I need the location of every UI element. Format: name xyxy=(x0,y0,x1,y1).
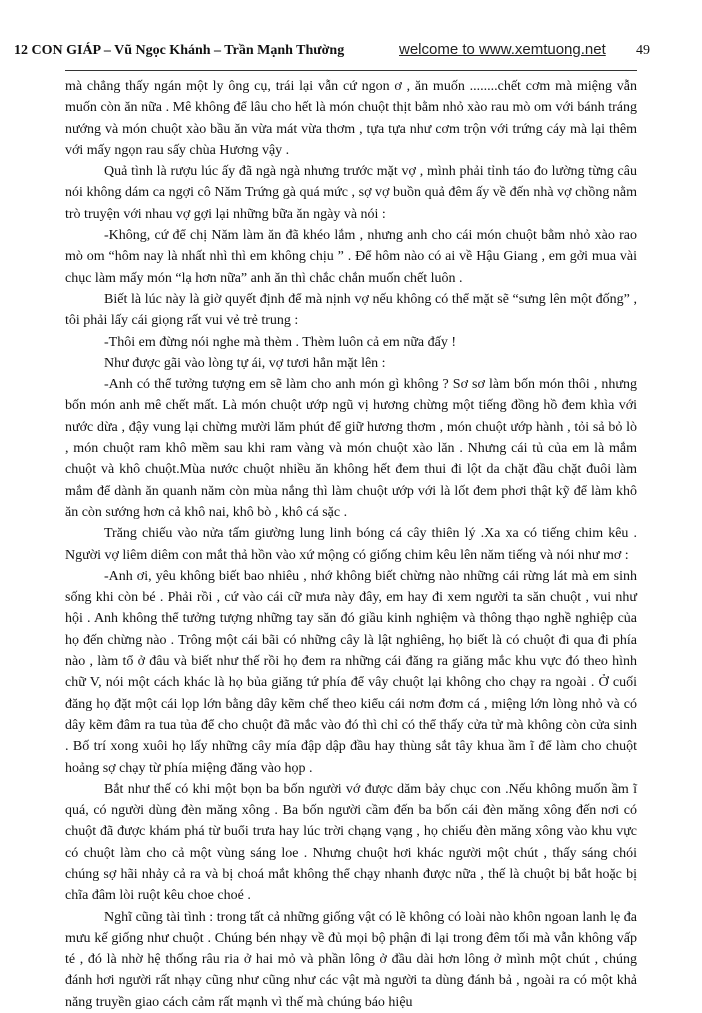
paragraph: -Anh có thể tưởng tượng em sẽ làm cho anh món gì không ? Sơ sơ làm bốn món thôi , nhưng bốn món anh mê chết mất. Là món chuột ướp ngũ vị hương chừng một tiếng đồng hồ đem khìa với nước dừa , đậy vung lại chừng mười lăm phút để giữ hương thơm , món chuột ướp hành , tỏi sả bỏ lò , món chuột ram khô mềm sau khi ram vàng và món chuột xào lăn . Nhưng cái tủ của em là mắm chuột và khô chuột.Mùa nước chuột nhiều ăn không hết đem thui đi lột da chặt đầu chặt đuôi làm mắm để dành ăn quanh năm còn mùa nắng thì làm chuột ướp với là lốt đem phơi thật kỹ để làm khô ăn còn sướng hơn cả khô nai, khô bò , khô cá sặc . xyxy=(65,377,637,520)
paragraph: Bắt như thế có khi một bọn ba bốn người vớ được dăm bảy chục con .Nếu không muốn ầm ĩ quá, có người dùng đèn măng xông . Ba bốn người cầm đến ba bốn cái đèn măng xông đến nơi có chuột đã được khám phá từ buổi trưa hay lúc trời chạng vạng , họ chiếu đèn măng xông vào khu vực có chuột làm cho cả một vùng sáng loe . Nhưng chuột hơi khác người một chút , thấy sáng chói chúng sợ hãi nhảy cả ra và bị choá mắt không thể chạy nhanh được nữa , thế là chuột bị bắt hoặc bị chĩa đâm lòi ruột kêu choe choé . xyxy=(65,781,637,904)
header-divider xyxy=(65,70,637,71)
paragraph: Quả tình là rượu lúc ấy đã ngà ngà nhưng trước mặt vợ , mình phải tỉnh táo đo lường từng câu nói không dám ca ngợi cô Năm Trứng gà quá mức , sợ vợ buồn quả đêm ấy về đến nhà vợ chồng nằm trò truyện với nhau vợ gợi lại những bữa ăn ngày và nói : xyxy=(65,164,637,222)
page-header xyxy=(14,41,664,63)
paragraph: Biết là lúc này là giờ quyết định để mà nịnh vợ nếu không có thể mặt sẽ “sưng lên một đống” , tôi phải lấy cái giọng rất vui vẻ trẻ trung : xyxy=(65,291,637,329)
book-title: 12 CON GIÁP – Vũ Ngọc Khánh – Trần Mạnh Thường xyxy=(14,43,345,58)
paragraph: -Thôi em đừng nói nghe mà thèm . Thèm luôn cả em nữa đấy ! xyxy=(104,334,456,350)
page-number: 49 xyxy=(636,43,650,58)
website-link[interactable]: welcome to www.xemtuong.net xyxy=(399,41,606,58)
paragraph: Như được gãi vào lòng tự ái, vợ tươi hẳn mặt lên : xyxy=(104,355,386,371)
page-body xyxy=(65,76,637,1013)
paragraph: -Anh ơi, yêu không biết bao nhiêu , nhớ không biết chừng nào những cái rừng lát mà em sinh sống khi còn bé . Phải rồi , cứ vào cái cữ mưa này đây, em hay đi xem người ta săn chuột , vui như hội . Anh không thể tưởng tượng những tay săn đó giầu kinh nghiệm và thông thạo nghề nghiệp của họ đến chừng nào . Trông một cái bãi có những cây là lật nghiêng, họ biết là có chuột đi qua đi phía nào , làm tổ ở đâu và biết như thế rồi họ đem ra những cái đăng ra giăng mắc khu vực đó theo hình chữ V, nói một cách khác là họ bủa giăng tứ phía để vây chuột lại không cho chạy ra ngoài . Ở cuối đăng họ đặt một cái lọp lớn bằng dây kẽm chế theo kiểu cái nơm đơm cá , miệng lớn lòng nhỏ và có dây kẽm đâm ra tua tủa để cho chuột đã mắc vào đó thì chỉ có thể thấy cửa tử mà không còn cửa sinh . Bố trí xong xuôi họ lấy những cây mía đập dập đầu hay thùng sắt tây khua ầm ĩ để làm cho chuột hoảng sợ chạy từ phía miệng đăng vào họp . xyxy=(65,568,637,776)
paragraph: Trăng chiếu vào nửa tấm giường lung linh bóng cá cây thiên lý .Xa xa có tiếng chim kêu . Người vợ liêm diêm con mắt thả hồn vào xứ mộng có giống chim kêu lên năm tiếng và nói như mơ : xyxy=(65,526,637,563)
paragraph: mà chẳng thấy ngán một ly ông cụ, trái lại vẫn cứ ngon ơ , ăn muốn ........chết cơm mà miệng vẫn muốn còn ăn nữa . Mê không để lâu cho hết là món chuột thịt bằm nhỏ xào rau mò om với bánh tráng nướng và món chuột xào bầu ăn vừa mát vừa thơm , tựa tựa như cơm trộn với trứng cáy mà lại thêm với mấy ngọn rau sấy chùa Hương vậy . xyxy=(65,79,637,158)
paragraph: -Không, cứ để chị Năm làm ăn đã khéo lắm , nhưng anh cho cái món chuột bằm nhỏ xào rao mò om “hôm nay là nhất nhì thì em không chịu ” . Để hôm nào có ai về Hậu Giang , em gởi mua vài chục làm mấy món “lạ hơn nữa” anh ăn thì chắc chắn muốn chết luôn . xyxy=(65,228,637,286)
paragraph: Nghĩ cũng tài tình : trong tất cả những giống vật có lẽ không có loài nào khôn ngoan lanh lẹ đa mưu kế giống như chuột . Chúng bén nhạy về đủ mọi bộ phận đi lại trong đêm tối mà vẫn không vấp té , đó là nhờ hệ thống râu ria ở hai mỏ và phần lông ở đầu dài hơn lông ở mình một chút , chúng đánh hơi người rất nhạy cũng như cũng như các vật mà người ta dùng đánh bả , ngoài ra có một khả năng truyền giao cách cảm rất mạnh vì thế mà chúng báo hiệu xyxy=(65,909,637,1010)
